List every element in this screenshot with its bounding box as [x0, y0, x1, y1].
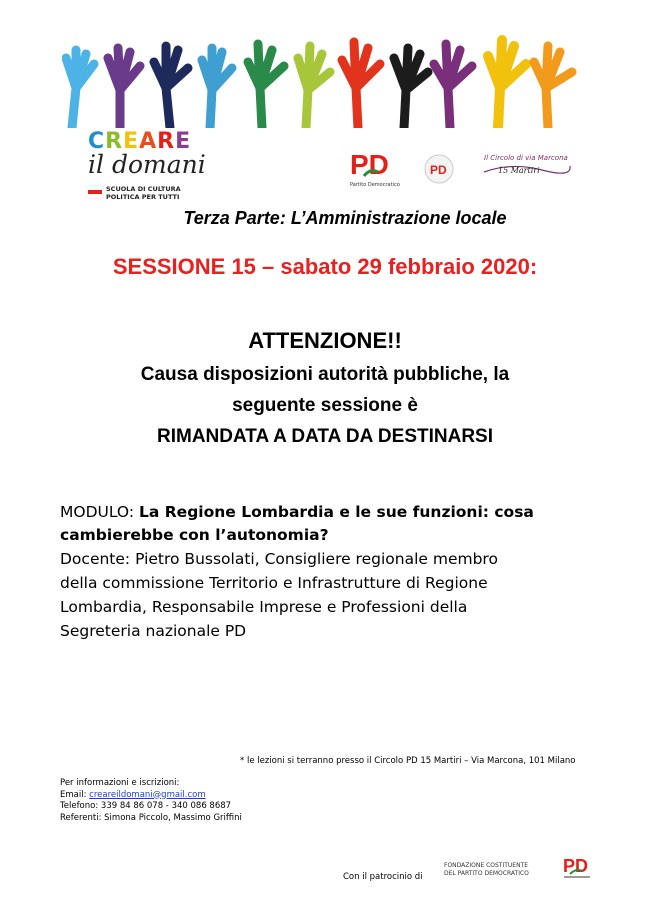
- patrocinio-label: Con il patrocinio di: [343, 872, 423, 882]
- warning-line-3: RIMANDATA A DATA DA DESTINARSI: [157, 426, 493, 447]
- contacts-phone: Telefono: 339 84 86 078 - 340 086 8687: [60, 801, 232, 811]
- contacts-email-line: [60, 790, 242, 802]
- circolo-pd-badge-icon: [424, 154, 454, 184]
- warning-line-1: Causa disposizioni autorità pubbliche, la: [140, 364, 510, 385]
- teacher-line-1: Docente: Pietro Bussolati, Consigliere regionale membro: [60, 550, 498, 568]
- fondazione-name: [444, 862, 529, 878]
- circolo-name: 15 Martiri: [498, 166, 540, 175]
- module-line-1: [60, 501, 610, 524]
- fondazione-line-2: DEL PARTITO DEMOCRATICO: [444, 870, 529, 877]
- teacher-line-4: Segreteria nazionale PD: [60, 622, 247, 640]
- logo-letter: R: [157, 129, 176, 154]
- logo-red-bar: [88, 190, 102, 194]
- email-label: Email:: [60, 789, 90, 800]
- logo-letter: R: [105, 129, 124, 154]
- contacts-referents: Referenti: Simona Piccolo, Massimo Griffini: [60, 812, 242, 823]
- pd-footer-letters: PD: [563, 856, 589, 876]
- pd-letters: PD: [350, 149, 389, 178]
- pd-emblem-icon: [348, 148, 402, 178]
- circolo-text: Il Circolo di via Marcona: [484, 154, 568, 162]
- fondazione-line-1: FONDAZIONE COSTITUENTE: [444, 862, 529, 869]
- logo-domani: il domani: [88, 150, 206, 179]
- warning-line-2: seguente sessione è: [232, 395, 418, 416]
- session-heading: SESSIONE 15 – sabato 29 febbraio 2020:: [112, 254, 538, 279]
- module-title-line-1: La Regione Lombardia e le sue funzioni: cosa: [139, 503, 534, 521]
- pd-footer-logo-icon: [562, 852, 596, 882]
- contacts-intro: Per informazioni e iscrizioni:: [60, 778, 180, 788]
- creare-il-domani-logo: [88, 130, 228, 205]
- circolo-badge-letters: PD: [430, 163, 447, 177]
- warning-title: ATTENZIONE!!: [248, 328, 402, 353]
- pd-caption: Partito Democratico: [350, 182, 400, 188]
- course-part-subtitle: Terza Parte: L’Amministrazione locale: [183, 208, 507, 228]
- circolo-logo: [420, 150, 570, 190]
- teacher-line-3: Lombardia, Responsabile Imprese e Professioni della: [60, 598, 468, 616]
- teacher-line-2: della commissione Territorio e Infrastrutture di Regione: [60, 574, 488, 592]
- module-title-line-2: cambierebbe con l’autonomia?: [60, 526, 329, 544]
- logo-tagline: SCUOLA DI CULTURA POLITICA PER TUTTI: [106, 185, 181, 201]
- logo-letter: E: [175, 129, 192, 154]
- module-label: MODULO:: [60, 503, 140, 521]
- email-link[interactable]: creareildomani@gmail.com: [89, 789, 206, 800]
- logo-letter: C: [88, 129, 106, 154]
- contacts-block: [60, 778, 242, 824]
- pd-party-logo: [348, 148, 408, 196]
- hands-banner-image: [62, 28, 582, 128]
- logo-letter: E: [123, 129, 140, 154]
- logo-letter: A: [139, 129, 158, 154]
- location-note: * le lezioni si terranno presso il Circolo PD 15 Martiri – Via Marcona, 101 Milano: [240, 756, 576, 766]
